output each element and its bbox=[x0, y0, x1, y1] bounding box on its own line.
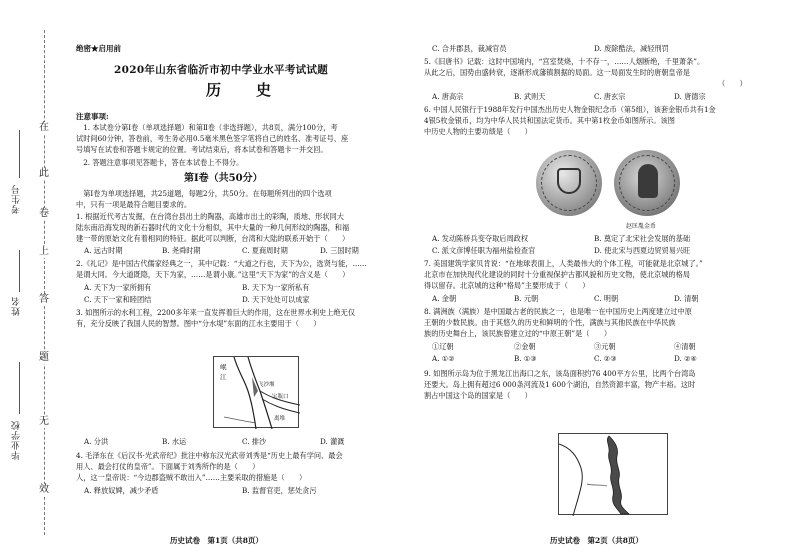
option: A. 分洪 bbox=[84, 437, 109, 446]
question-stem: 4. 毛泽东在《后汉书·光武帝纪》批注中称东汉光武帝刘秀是“历史上最有学问、最会 bbox=[76, 451, 343, 460]
option: C. 天下一家和睦团结 bbox=[84, 295, 152, 304]
option: D. 三国时期 bbox=[320, 246, 359, 255]
option: ④清朝 bbox=[674, 342, 696, 351]
option: B. 水运 bbox=[162, 437, 187, 446]
option: D. 废除酷法，减轻刑罚 bbox=[594, 44, 669, 53]
seal-char: 效 bbox=[39, 484, 49, 495]
option: D. 灌溉 bbox=[320, 437, 345, 446]
question-stem: （ ） bbox=[718, 79, 747, 88]
question-stem: 1. 根据近代考古发掘，在台湾台县出土的陶器，高雄市出土的彩陶，质地、形状同大 bbox=[76, 212, 344, 221]
notice-line: 试时间60分钟，答卷前，考生务必用0.5毫米黑色签字笔将自己的姓名、准考证号、座 bbox=[76, 134, 349, 143]
option: B. 监督官吏，惩处贪污 bbox=[242, 486, 317, 495]
seal-char: 答 bbox=[39, 294, 49, 305]
option: D. 天下处处可以成家 bbox=[242, 295, 310, 304]
seal-dash-line bbox=[44, 30, 45, 535]
notice-line: 2. 答题注意事项见答题卡，答在本试卷上不得分。 bbox=[76, 158, 244, 167]
option: A. 释放奴婢，减少矛盾 bbox=[84, 486, 159, 495]
option: A. 天下为一家所拥有 bbox=[84, 283, 152, 292]
option: ③元朝 bbox=[594, 342, 616, 351]
question-stem: 6. 中国人民银行于1988年发行中国杰出历史人物金银纪念币（第5组），该套金银币共有1金 bbox=[424, 105, 716, 114]
question-stem: 得以留存。北京城的这种“格局”主要形成于（ ） bbox=[424, 281, 590, 290]
seal-char: 此 bbox=[39, 168, 49, 179]
question-stem: 从此之后，国势由盛转衰，逐渐形成藩镇割据的局面。这一局面发生时的唐朝皇帝是 bbox=[424, 68, 690, 77]
sakhalin-island-map bbox=[558, 433, 668, 515]
part1-intro: 第Ⅰ卷为单项选择题，共25道题，每题2分，共50分。在每题所列出的四个选项 bbox=[76, 189, 332, 198]
field-label-school: 毕业学校 bbox=[12, 420, 22, 460]
notice-line: 1. 本试卷分第Ⅰ卷（单项选择题）和第Ⅱ卷（非选择题），共8页，满分100分，考 bbox=[76, 123, 338, 132]
question-stem: 建一带的原始文化有着相同的特征。据此可以判断，台湾和大陆的联系开始于（ ） bbox=[76, 234, 350, 243]
question-stem: 用人、最会打仗的皇帝”。下面属于刘秀所作的是（ ） bbox=[76, 462, 260, 471]
part1-intro: 中，只有一项是最符合题目要求的。 bbox=[76, 200, 192, 209]
option: C. 明朝 bbox=[594, 294, 619, 303]
option: D. 唐德宗 bbox=[674, 92, 706, 101]
option: C. 派文彦博任职为福州盐检查官 bbox=[432, 246, 536, 255]
seal-char: 上 bbox=[39, 246, 49, 257]
question-stem: 是谓大同。今大道既隐，天下为家，……是谓小康。”这里“天下为家”的含义是（ ） bbox=[76, 270, 350, 279]
question-stem: 割占中国这个岛的国家是（ ） bbox=[424, 391, 532, 400]
option: B. 天下为一家所私有 bbox=[242, 283, 310, 292]
dujiangyan-map bbox=[213, 356, 299, 428]
option: ①辽朝 bbox=[432, 342, 454, 351]
portrait-figure-icon bbox=[638, 164, 658, 198]
option: A. 发动陈桥兵变夺取后周政权 bbox=[432, 234, 529, 243]
question-stem: 族的历史舞台上，该民族曾建立过的“中原王朝”是（ ） bbox=[424, 329, 612, 338]
map-label: 江 bbox=[220, 373, 227, 381]
question-stem: 还要大。岛上拥有超过6 000条河流及1 600个湖泊，自然资源丰富，物产丰裕。这时 bbox=[424, 380, 696, 389]
field-label-candidate-number: 考生号 bbox=[12, 184, 22, 214]
question-stem: 王朝的少数民族。由于其悠久的历史和鲜明的个性，满族与其他民族在中华民族 bbox=[424, 318, 676, 327]
option: C. 排沙 bbox=[242, 437, 267, 446]
exam-title: 2020年山东省临沂市初中学业水平考试试题 bbox=[114, 64, 329, 76]
page-2 bbox=[418, 0, 770, 560]
seal-char: 题 bbox=[39, 352, 49, 363]
island-map-drawing bbox=[559, 434, 669, 516]
option: C. 合并郡县，裁减官员 bbox=[432, 44, 507, 53]
option: D. 使北宋与西夏边贸贸易兴旺 bbox=[594, 246, 691, 255]
option: D. ②④ bbox=[674, 354, 697, 363]
option: C. 夏商周时期 bbox=[242, 246, 288, 255]
coin-front-image bbox=[536, 150, 602, 216]
field-line-candidate-number bbox=[19, 130, 20, 178]
option: A. 唐高宗 bbox=[432, 92, 464, 101]
page-1 bbox=[66, 0, 402, 560]
option: B. 武则天 bbox=[514, 92, 546, 101]
question-stem: 人，这一皇帝说：“今边郡盗贼不敢出入”……主要采取的措施是（ ） bbox=[76, 473, 307, 482]
question-stem: 有，充分反映了我国人民的智慧。图中“分水堤”东面的江水主要用于（ ） bbox=[76, 319, 321, 328]
question-stem: 9. 如图所示岛为位于黑龙江出海口之东，该岛面积约76 400平方公里，比两个台湾岛 bbox=[424, 369, 696, 378]
option: B. ①③ bbox=[514, 354, 537, 363]
option: A. 金朝 bbox=[432, 294, 457, 303]
option: B. 奠定了北宋社会发展的基础 bbox=[594, 234, 691, 243]
question-stem: 陆东南沿海发现的新石器时代的文化十分相似，其中大量的一种几何形纹的陶器，和福 bbox=[76, 223, 350, 232]
option: D. 清朝 bbox=[674, 294, 699, 303]
option: C. 唐玄宗 bbox=[594, 92, 626, 101]
map-label: 飞沙堰 bbox=[258, 382, 275, 388]
map-label: 离堆 bbox=[274, 416, 286, 422]
option: A. ①② bbox=[432, 354, 455, 363]
field-line-name bbox=[19, 250, 20, 292]
map-label: 岷 bbox=[220, 363, 227, 371]
question-stem: 4银5枚金银币，均为中华人民共和国法定货币。其中第1枚金币如图所示。该图 bbox=[424, 116, 675, 125]
secret-mark: 绝密★启用前 bbox=[76, 44, 121, 53]
question-stem: 7. 美国建筑学家贝肯说：“在地球表面上，人类最伟大的个体工程，可能就是北京城了。” bbox=[424, 259, 703, 268]
coin-caption: 赵匡胤金币 bbox=[626, 223, 657, 230]
option: B. 尧舜时期 bbox=[162, 246, 201, 255]
question-stem: 北京市在加快现代化建设的同时十分重视保护古都风貌和历史文物，使北京城的格局 bbox=[424, 270, 690, 279]
coin-back-image bbox=[614, 150, 680, 216]
option: A. 远古时期 bbox=[84, 246, 123, 255]
field-line-school bbox=[19, 362, 20, 414]
notice-line: 号填写在试卷和答题卡规定的位置。考试结束后，将本试卷和答题卡一并交回。 bbox=[76, 145, 328, 154]
option: B. 元朝 bbox=[514, 294, 539, 303]
question-stem: 中历史人物的主要功绩是（ ） bbox=[424, 127, 532, 136]
seal-char: 在 bbox=[39, 122, 49, 133]
question-stem: 3. 如图所示的水利工程，2200多年来一直发挥着巨大的作用，这在世界水利史上绝无仅 bbox=[76, 308, 356, 317]
notice-heading: 注意事项: bbox=[76, 112, 109, 121]
field-label-name: 姓名 bbox=[12, 296, 22, 316]
page-footer: 历史试卷 第2页（共8页） bbox=[550, 536, 643, 545]
seal-char: 卷 bbox=[39, 208, 49, 219]
option: C. ②③ bbox=[594, 354, 617, 363]
question-stem: 5.《旧唐书》记载：这时中国境内，“宫室焚烧，十不存一，……人烟断绝，千里萧条”。 bbox=[424, 57, 705, 66]
question-stem: 2.《礼记》是中国古代儒家经典之一，其中记载：“大道之行也，天下为公，选贤与能，…… bbox=[76, 259, 367, 268]
seal-char: 无 bbox=[39, 416, 49, 427]
question-stem: 8. 满洲族（满族）是中国最古老的民族之一，也是唯一在中国历史上两度建立过中原 bbox=[424, 307, 692, 316]
option: ②金朝 bbox=[514, 342, 536, 351]
binding-margin bbox=[0, 0, 62, 560]
subject-title: 历 史 bbox=[206, 81, 282, 99]
map-label: 宝瓶口 bbox=[272, 394, 289, 400]
part1-title: 第Ⅰ卷（共50分） bbox=[184, 173, 263, 184]
page-footer: 历史试卷 第1页（共8页） bbox=[170, 536, 263, 545]
national-emblem-icon bbox=[557, 168, 581, 194]
